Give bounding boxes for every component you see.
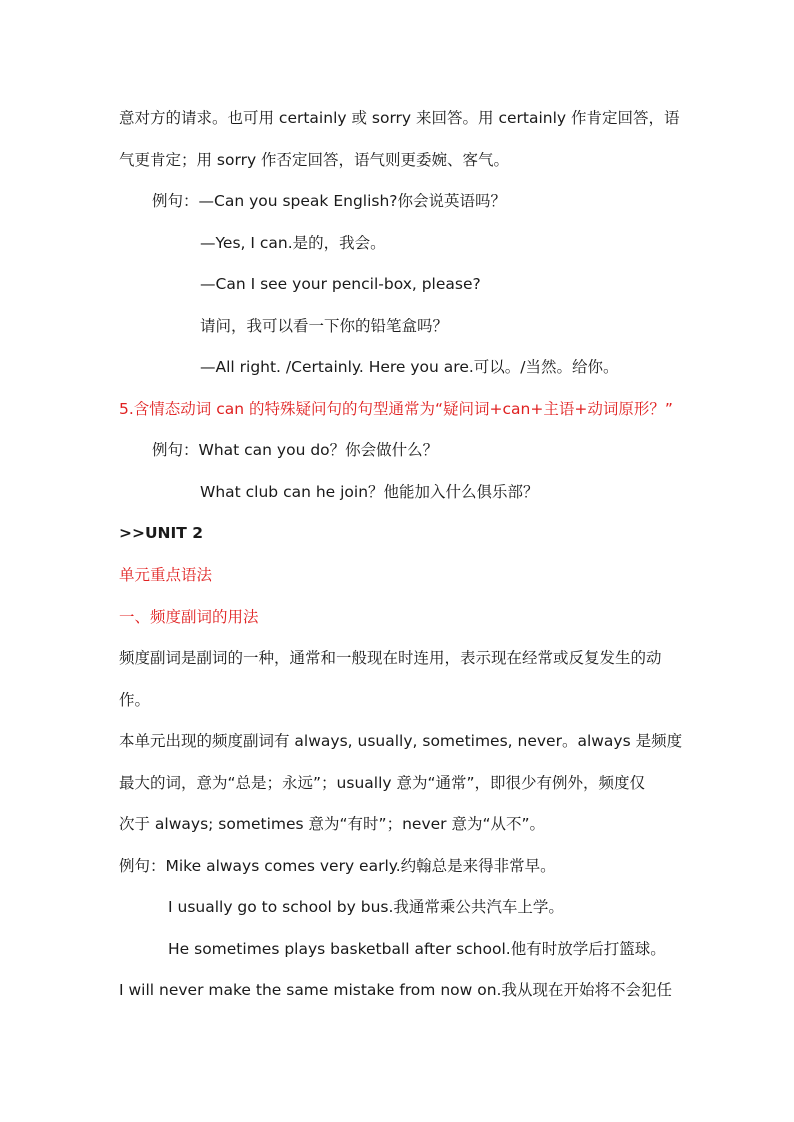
example-line: 例句：Mike always comes very early.约翰总是来得非常早。 <box>119 857 556 875</box>
example-line: He sometimes plays basketball after school.他有时放学后打篮球。 <box>168 940 666 958</box>
text-line: 频度副词是副词的一种，通常和一般现在时连用，表示现在经常或反复发生的动 <box>119 649 662 667</box>
text-line: 最大的词，意为“总是；永远”；usually 意为“通常”，即很少有例外，频度仅 <box>119 774 646 792</box>
example-line: I usually go to school by bus.我通常乘公共汽车上学。 <box>168 898 564 916</box>
rule-heading: 5.含情态动词 can 的特殊疑问句的句型通常为“疑问词+can+主语+动词原形？” <box>119 400 673 418</box>
section-heading: 单元重点语法 <box>119 566 213 584</box>
example-line: I will never make the same mistake from now on.我从现在开始将不会犯任 <box>119 981 672 999</box>
text-line: 次于 always; sometimes 意为“有时”；never 意为“从不”。 <box>119 815 546 833</box>
text-line: 气更肯定；用 sorry 作否定回答，语气则更委婉、客气。 <box>119 151 510 169</box>
example-line: 例句：What can you do？你会做什么？ <box>152 441 439 459</box>
example-line: —Yes, I can.是的，我会。 <box>200 234 386 252</box>
example-line: 例句：—Can you speak English?你会说英语吗？ <box>152 192 507 210</box>
unit-heading: >>UNIT 2 <box>119 524 204 542</box>
text-line: 作。 <box>119 691 151 709</box>
text-line: 意对方的请求。也可用 certainly 或 sorry 来回答。用 certainly 作肯定回答，语 <box>119 109 680 127</box>
example-line: —Can I see your pencil-box, please? <box>200 275 481 293</box>
text-line: 本单元出现的频度副词有 always, usually, sometimes, never。always 是频度 <box>119 732 683 750</box>
example-line: —All right. /Certainly. Here you are.可以。/当然。给你。 <box>200 358 619 376</box>
subsection-heading: 一、频度副词的用法 <box>119 608 259 626</box>
example-line: 请问，我可以看一下你的铅笔盒吗？ <box>200 317 449 335</box>
example-line: What club can he join？他能加入什么俱乐部？ <box>200 483 539 501</box>
